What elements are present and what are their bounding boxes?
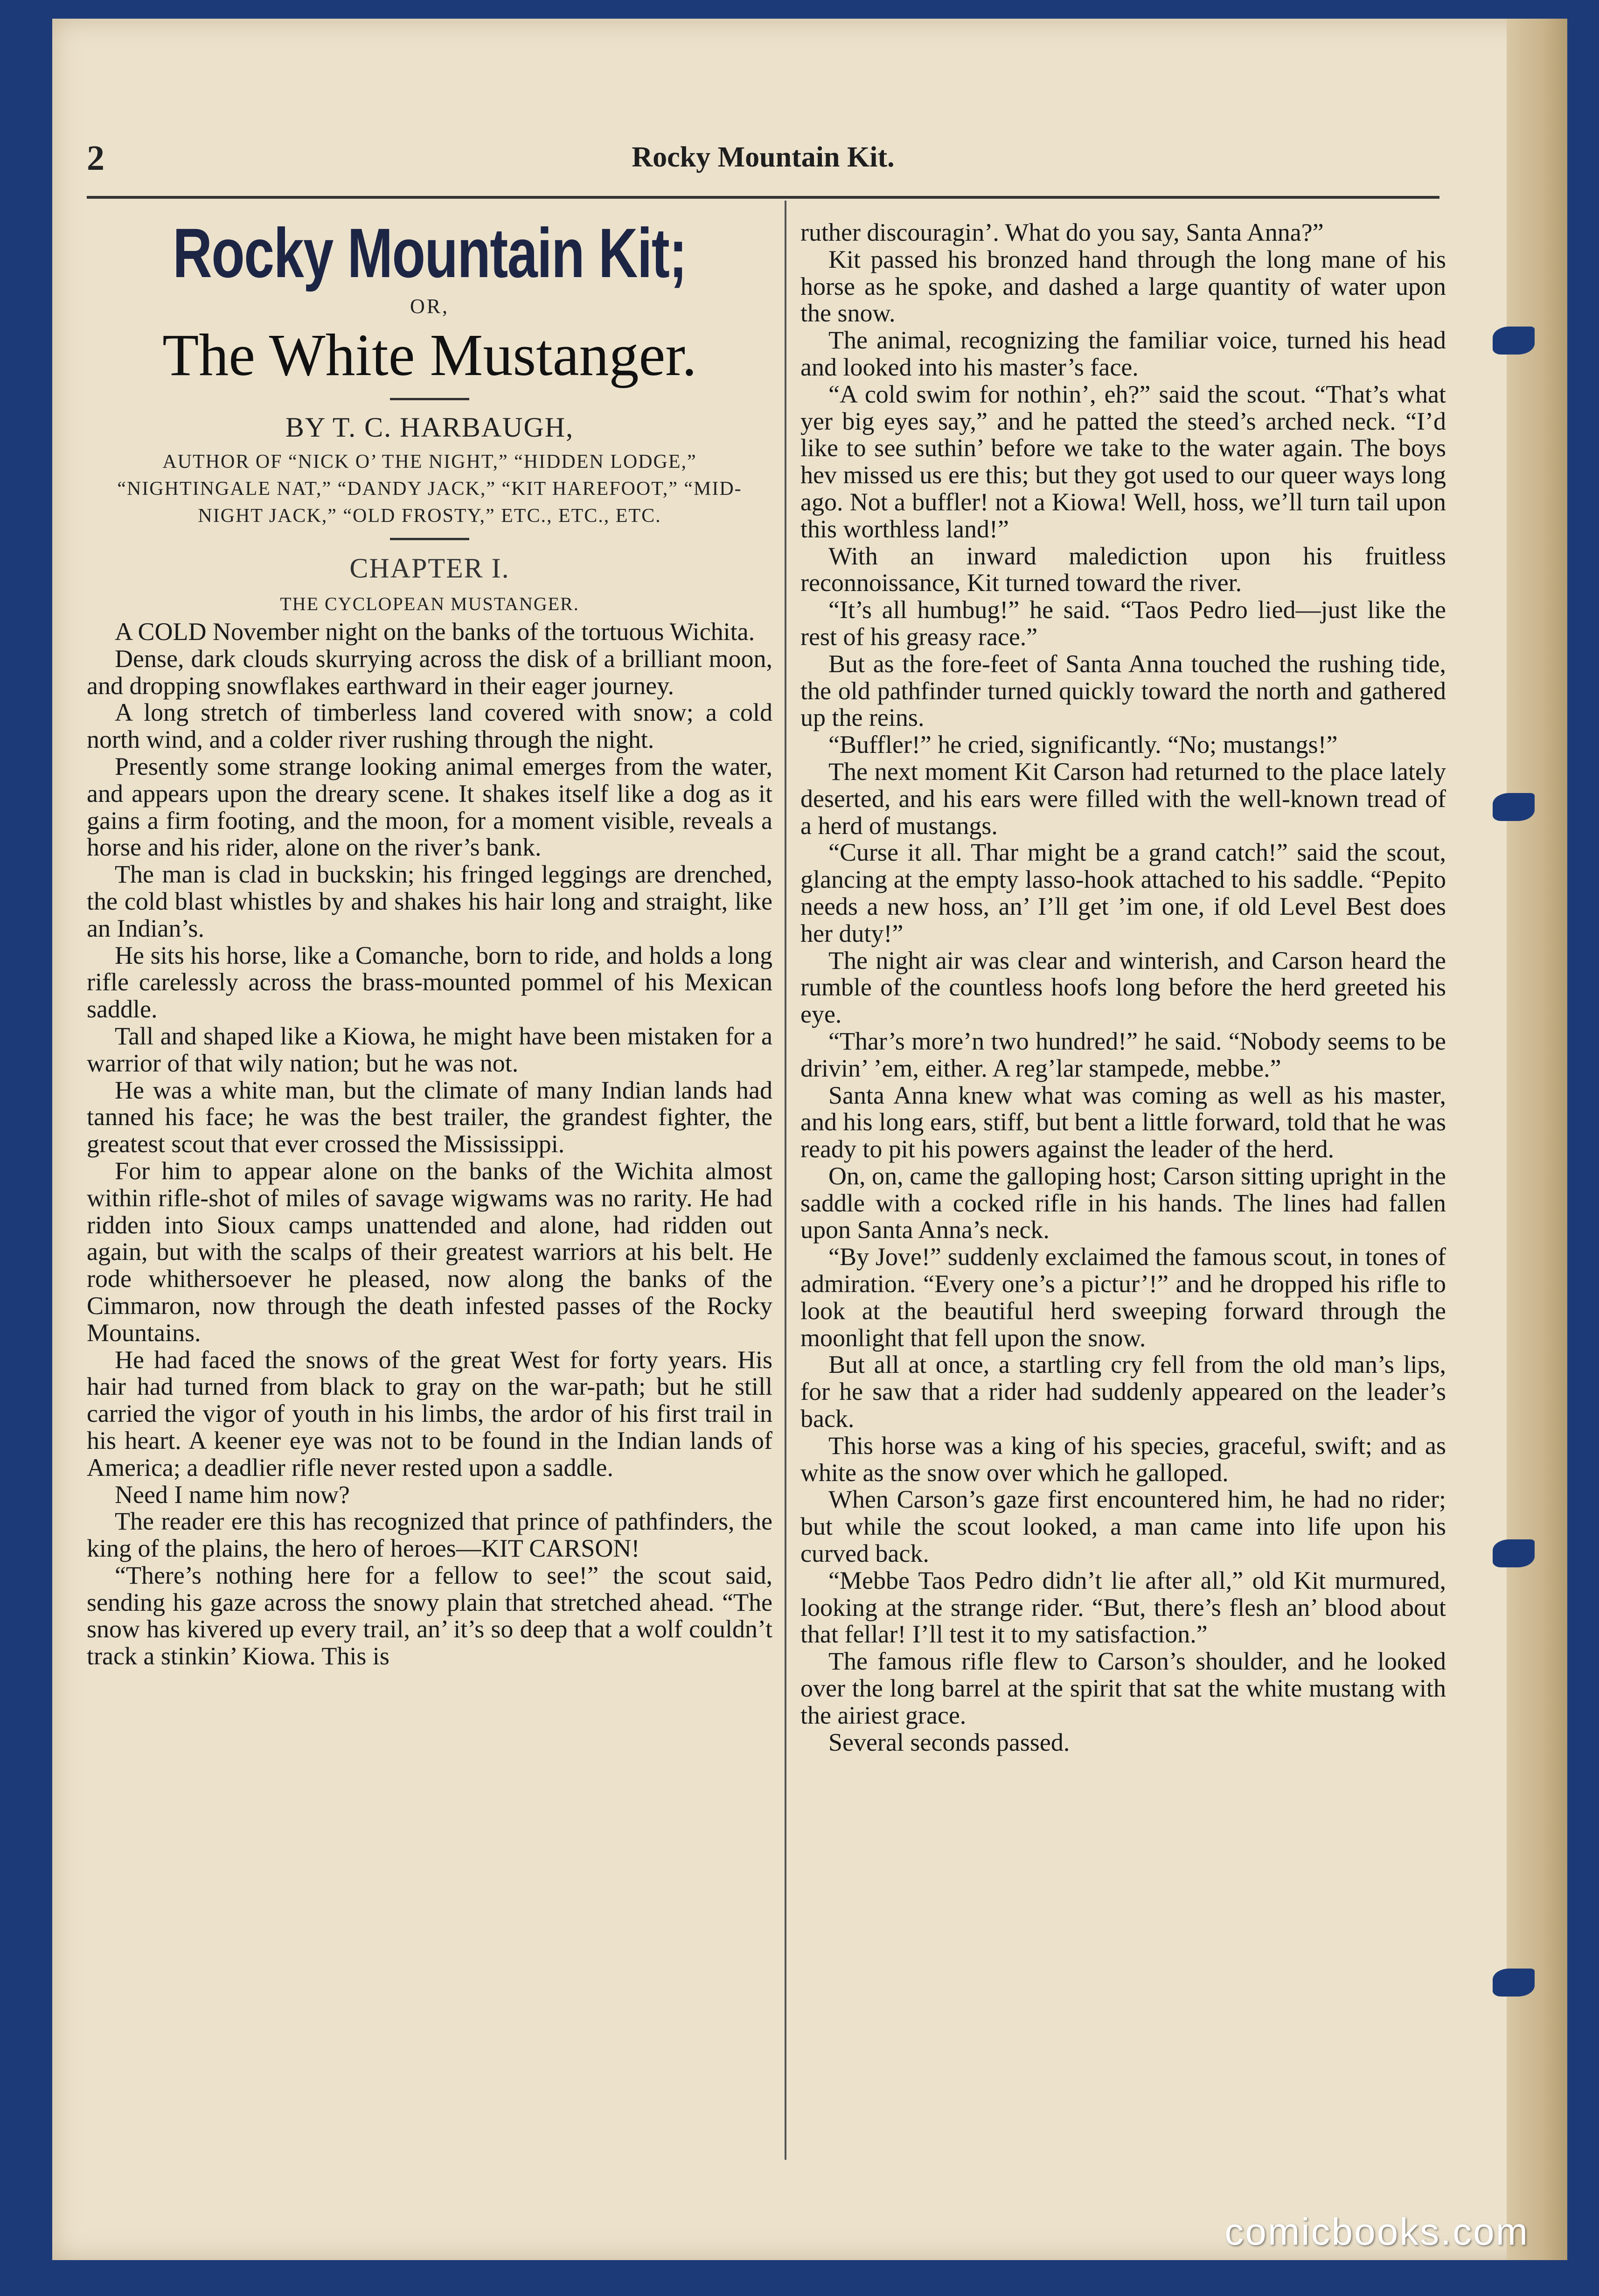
running-title: Rocky Mountain Kit. <box>632 141 895 173</box>
paragraph: For him to appear alone on the banks of the Wichita almost within rifle-shot of miles of savage wigwams was no rarity. He had ridden into Sioux camps unattended and alone, had ridden out again, but with the scalps of their greatest warriors at his belt. He rode whithersoever he pleased, now along the banks of the Cimmaron, now through the death infested passes of the Rocky Mountains. <box>87 1156 772 1347</box>
paragraph: “Buffler!” he cried, significantly. “No; mustangs!” <box>828 731 1338 759</box>
page-tear <box>1493 327 1535 355</box>
paragraph: This horse was a king of his species, graceful, swift; and as white as the snow over which he galloped. <box>800 1431 1446 1487</box>
chapter-subtitle: THE CYCLOPEAN MUSTANGER. <box>280 593 579 614</box>
left-column-text <box>87 619 772 1670</box>
paragraph: Santa Anna knew what was coming as well as his master, and his long ears, stiff, but bent a little forward, told that he was ready to pit his powers against the leader of the herd. <box>800 1081 1446 1163</box>
paragraph: “A cold swim for nothin’, eh?” said the scout. “That’s what yer big eyes say,” and he patted the steed’s arched neck. “I’d like to see suthin’ before we take to the water again. The boys hev missed us ere this; but they got used to our queer ways long ago. Not a buffler! not a Kiowa! Well, hoss, we’ll turn tail upon this worthless land!” <box>800 380 1446 543</box>
chapter-heading: CHAPTER I. <box>349 553 510 584</box>
paragraph: The famous rifle flew to Carson’s shoulder, and he looked over the long barrel at the spirit that sat the white mustang with the airiest grace. <box>800 1647 1446 1729</box>
right-column-text <box>800 219 1446 1756</box>
title-rule <box>390 398 469 400</box>
page-tear <box>1493 793 1535 821</box>
page-tear <box>1493 1969 1535 1997</box>
byline: BY T. C. HARBAUGH, <box>285 412 574 443</box>
page-tear <box>1493 1539 1535 1567</box>
binding-spine <box>1507 19 1567 2260</box>
page-header <box>87 138 1439 185</box>
paragraph: Need I name him now? <box>115 1480 350 1509</box>
paragraph: Presently some strange looking animal emerges from the water, and appears upon the dreary scene. It shakes itself like a dog as it gains a firm footing, and the moon, for a moment visible, reveals a horse and his rider, alone on the river’s bank. <box>87 752 772 862</box>
column-rule <box>785 201 786 2160</box>
paragraph: On, on, came the galloping host; Carson sitting upright in the saddle with a cocked rifle in his hands. The lines had fallen upon Santa Anna’s neck. <box>800 1162 1446 1244</box>
left-column <box>87 201 772 1670</box>
paragraph: A long stretch of timberless land covered with snow; a cold north wind, and a colder river rushing through the night. <box>87 698 772 754</box>
paragraph: Several seconds passed. <box>828 1728 1070 1756</box>
page-number: 2 <box>87 139 104 178</box>
watermark: comicbooks.com <box>1224 2211 1529 2253</box>
header-rule <box>87 196 1439 199</box>
paragraph: ruther discouragin’. What do you say, Santa Anna?” <box>800 218 1324 246</box>
paragraph: The man is clad in buckskin; his fringed leggings are drenched, the cold blast whistles by and shakes his hair long and straight, like an Indian’s. <box>87 860 772 942</box>
paragraph: “Curse it all. Thar might be a grand catch!” said the scout, glancing at the empty lasso-hook attached to his saddle. “Pepito needs a new hoss, an’ I’ll get ’im one, if old Level Best does her duty!” <box>800 838 1446 947</box>
right-column <box>800 219 1446 1756</box>
paragraph: He was a white man, but the climate of many Indian lands had tanned his face; he was the best trailer, the grandest fighter, the greatest scout that ever crossed the Mississippi. <box>87 1076 772 1158</box>
title-or: OR, <box>410 295 450 318</box>
paragraph: The reader ere this has recognized that prince of pathfinders, the king of the plains, the hero of heroes—KIT CARSON! <box>87 1507 772 1563</box>
paragraph: He had faced the snows of the great West for forty years. His hair had turned from black to gray on the war-path; but he still carried the vigor of youth in his limbs, the ardor of his first trail in his heart. A keener eye was not to be found in the Indian lands of America; a deadlier rifle never rested upon a saddle. <box>87 1345 772 1482</box>
paragraph: “By Jove!” suddenly exclaimed the famous scout, in tones of admiration. “Every one’s a pictur’!” and he dropped his rifle to look at the beautiful herd sweeping forward through the moonlight that fell upon the snow. <box>800 1243 1446 1352</box>
paragraph: But as the fore-feet of Santa Anna touched the rushing tide, the old pathfinder turned quickly toward the north and gathered up the reins. <box>800 649 1446 732</box>
paragraph: “There’s nothing here for a fellow to see!” the scout said, sending his gaze across the snowy plain that stretched ahead. “The snow has kivered up every trail, an’ it’s so deep that a wolf couldn’t track a stinkin’ Kiowa. This is <box>87 1561 772 1670</box>
credits-rule <box>390 538 469 540</box>
paragraph: The animal, recognizing the familiar voice, turned his head and looked into his master’s face. <box>800 326 1446 381</box>
paragraph: The next moment Kit Carson had returned to the place lately deserted, and his ears were filled with the well-known tread of a herd of mustangs. <box>800 757 1446 840</box>
paragraph: “It’s all humbug!” he said. “Taos Pedro lied—just like the rest of his greasy race.” <box>800 596 1446 651</box>
paragraph: A COLD November night on the banks of the tortuous Wichita. <box>115 618 755 646</box>
author-credits: AUTHOR OF “NICK O’ THE NIGHT,” “HIDDEN LODGE,” “NIGHTINGALE NAT,” “DANDY JACK,” “KIT HAREFOOT,” “MID-NIGHT JACK,” “OLD FROSTY,” ETC., ETC., ETC. <box>117 451 742 527</box>
paragraph: The night air was clear and winterish, and Carson heard the rumble of the countless hoofs long before the herd greeted his eye. <box>800 946 1446 1029</box>
paragraph: He sits his horse, like a Comanche, born to ride, and holds a long rifle carelessly across the brass-mounted pommel of his Mexican saddle. <box>87 941 772 1023</box>
paragraph: With an inward malediction upon his fruitless reconnoissance, Kit turned toward the river. <box>800 542 1446 597</box>
story-title: Rocky Mountain Kit; <box>173 214 687 292</box>
paragraph: “Thar’s more’n two hundred!” he said. “Nobody seems to be drivin’ ’em, either. A reg’lar stampede, mebbe.” <box>800 1027 1446 1082</box>
paragraph: When Carson’s gaze first encountered him, he had no rider; but while the scout looked, a man came into life upon his curved back. <box>800 1485 1446 1568</box>
paragraph: But all at once, a startling cry fell from the old man’s lips, for he saw that a rider had suddenly appeared on the leader’s back. <box>800 1350 1446 1433</box>
paragraph: Tall and shaped like a Kiowa, he might have been mistaken for a warrior of that wily nation; but he was not. <box>87 1022 772 1077</box>
paragraph: “Mebbe Taos Pedro didn’t lie after all,” old Kit murmured, looking at the strange rider. “But, there’s flesh an’ blood about that fellar! I’ll test it to my satisfaction.” <box>800 1566 1446 1649</box>
story-subtitle: The White Mustanger. <box>162 322 697 388</box>
paragraph: Kit passed his bronzed hand through the long mane of his horse as he spoke, and dashed a large quantity of water upon the snow. <box>800 245 1446 327</box>
paragraph: Dense, dark clouds skurrying across the disk of a brilliant moon, and dropping snowflakes earthward in their eager journey. <box>87 644 772 700</box>
